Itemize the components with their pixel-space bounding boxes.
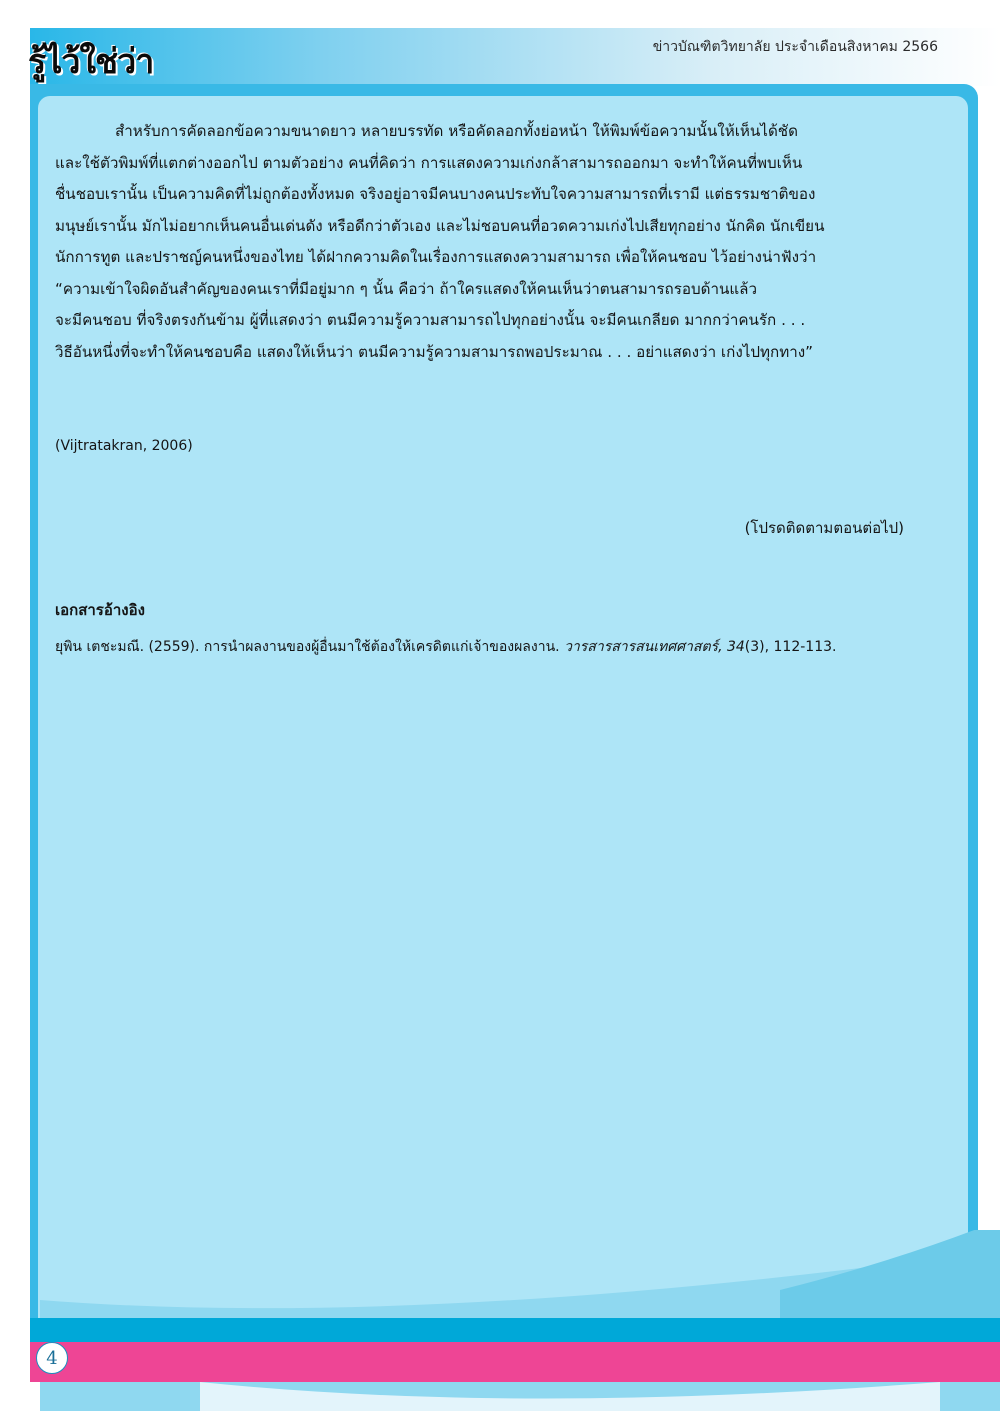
page-number-badge [36, 1342, 68, 1374]
footer-pink-bar [30, 1342, 1000, 1382]
article-line: สำหรับการคัดลอกข้อความขนาดยาว หลายบรรทัด หรือคัดลอกทั้งย่อหน้า ให้พิมพ์ข้อความนั้นให้เห็นได้ชัด [115, 122, 798, 140]
continue-note: (โปรดติดตามตอนต่อไป) [744, 519, 904, 537]
article-body [55, 116, 955, 368]
article-line: วิธีอันหนึ่งที่จะทำให้คนชอบคือ แสดงให้เห็นว่า ตนมีความรู้ความสามารถพอประมาณ . . . อย่าแสดงว่า เก่งไปทุกทาง” [55, 342, 814, 361]
references-heading: เอกสารอ้างอิง [55, 601, 145, 619]
reference-journal: วารสารสารสนเทศศาสตร์, 34 [564, 639, 745, 655]
article-line: ชื่นชอบเรานั้น เป็นความคิดที่ไม่ถูกต้องทั้งหมด จริงอยู่อาจมีคนบางคนประทับใจความสามารถที่เรามี แต่ธรรมชาติของ [55, 185, 816, 203]
reference-author-title: ยุพิน เตชะมณี. (2559). การนำผลงานของผู้อื่นมาใช้ต้องให้เครดิตแก่เจ้าของผลงาน. [55, 639, 565, 655]
reference-issue-pages: (3), 112-113. [744, 639, 837, 655]
section-title: รู้ไว้ใช่ว่า [28, 42, 154, 82]
article-line: มนุษย์เรานั้น มักไม่อยากเห็นคนอื่นเด่นดัง หรือดีกว่าตัวเอง และไม่ชอบคนที่อวดความเก่งไปเสียทุกอย่าง นักคิด นักเขียน [55, 216, 825, 235]
footer-blue-bar [30, 1318, 1000, 1342]
quote-citation: (Vijtratakran, 2006) [55, 438, 193, 454]
page-number: 4 [46, 1347, 58, 1369]
reference-entry [55, 636, 836, 658]
article-line: “ความเข้าใจผิดอันสำคัญของคนเราที่มีอยู่มาก ๆ นั้น คือว่า ถ้าใครแสดงให้คนเห็นว่าตนสามารถรอบด้านแล้ว [55, 279, 758, 298]
article-line: นักการทูต และปราชญ์คนหนึ่งของไทย ได้ฝากความคิดในเรื่องการแสดงความสามารถ เพื่อให้คนชอบ ไว้อย่างน่าฟังว่า [55, 248, 817, 266]
article-line: จะมีคนชอบ ที่จริงตรงกันข้าม ผู้ที่แสดงว่า ตนมีความรู้ความสามารถไปทุกอย่างนั้น จะมีคนเกลียด มากกว่าคนรัก . . . [55, 311, 806, 329]
issue-line: ข่าวบัณฑิตวิทยาลัย ประจำเดือนสิงหาคม 2566 [652, 39, 938, 55]
footer-decoration [0, 1230, 1000, 1411]
article-line: และใช้ตัวพิมพ์ที่แตกต่างออกไป ตามตัวอย่าง คนที่คิดว่า การแสดงความเก่งกล้าสามารถออกมา จะทำให้คนที่พบเห็น [55, 153, 803, 172]
